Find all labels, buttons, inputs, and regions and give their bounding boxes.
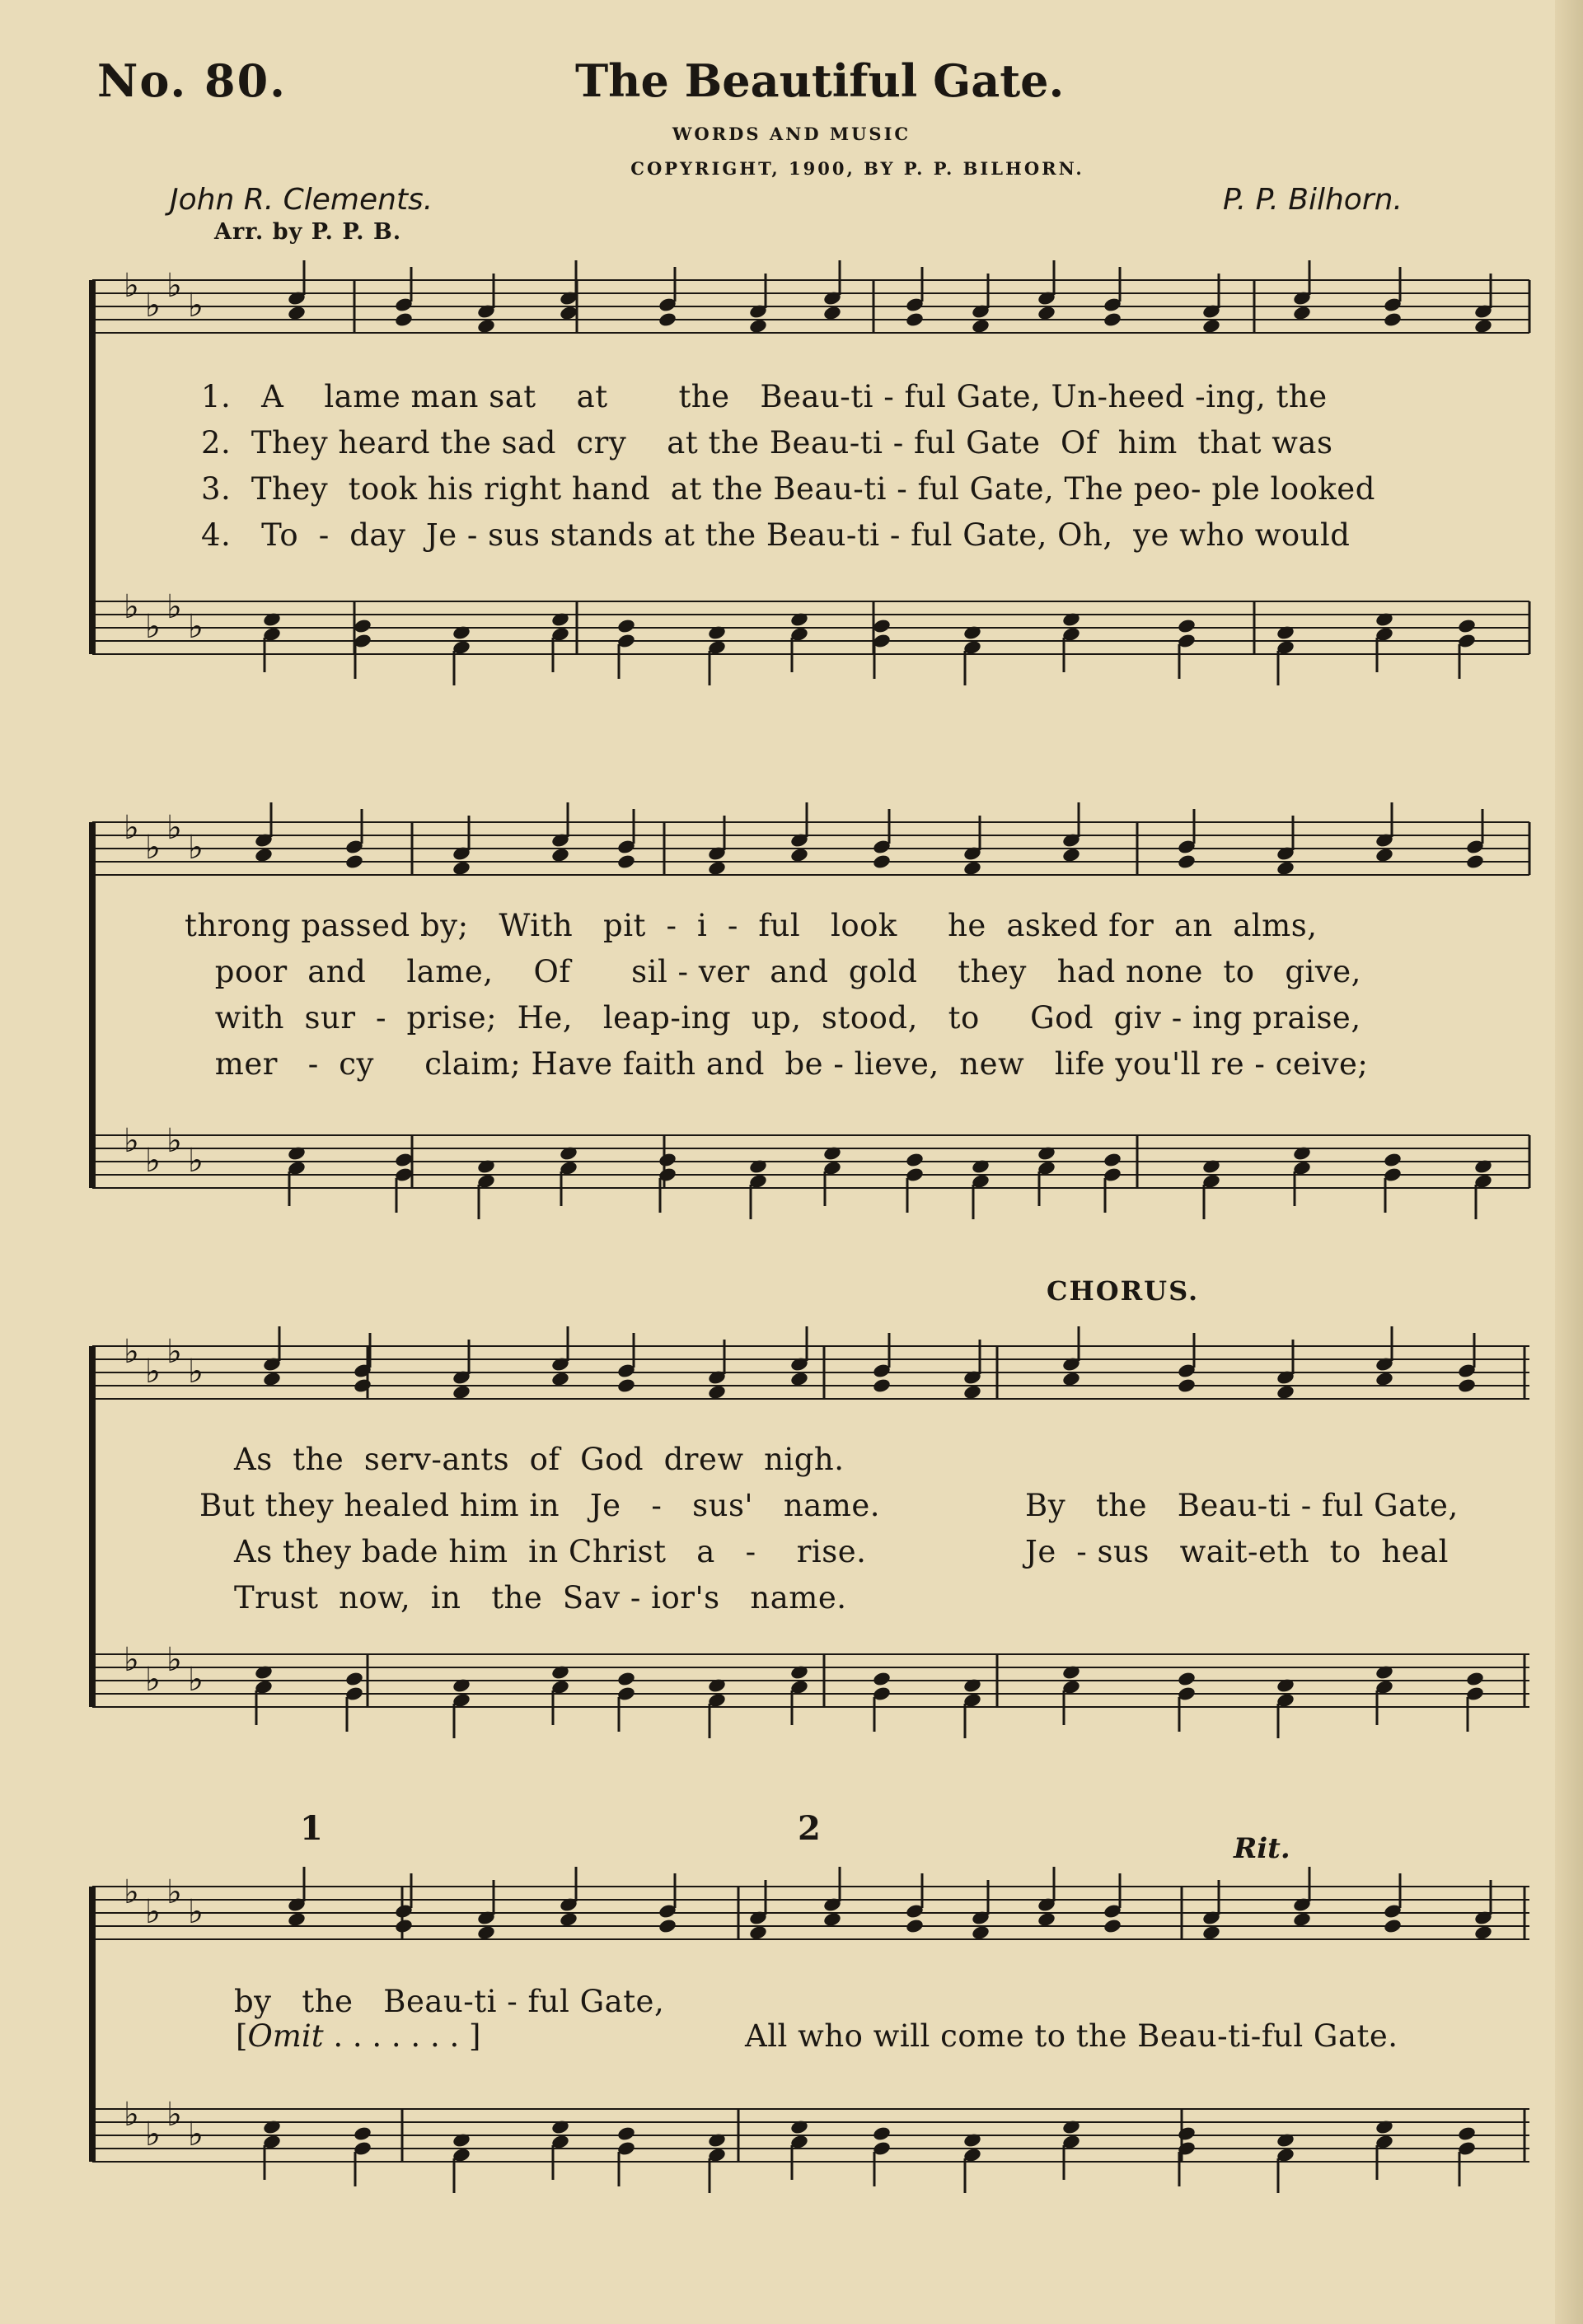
note-head [353,618,372,634]
verse2-line3: But they healed him in Je - sus' name. [199,1488,881,1523]
chorus-final-line: All who will come to the Beau-ti-ful Gate. [745,2018,1398,2054]
note-head [1465,853,1485,870]
omit-instruction: [Omit . . . . . . . ] [236,2018,481,2054]
flat-sign: ♭ [124,588,139,626]
flat-sign: ♭ [145,287,161,325]
note-head [1177,1377,1197,1394]
note-head [748,1924,768,1941]
note-head [287,1911,307,1928]
note-head [1457,2125,1477,2142]
note-head [822,305,842,321]
flat-sign: ♭ [124,1873,139,1911]
note-head [822,1911,842,1928]
note-head [1465,1671,1485,1687]
note-head [616,1671,636,1687]
note-head [1201,318,1221,334]
note-head [353,2125,372,2142]
first-ending-number: 1 [300,1809,323,1848]
flat-sign: ♭ [166,809,182,847]
flat-sign: ♭ [166,2096,182,2134]
note-head [1375,1371,1394,1387]
note-head [1292,305,1312,321]
note-head [962,1384,982,1400]
note-head [254,847,274,863]
note-head [872,2125,892,2142]
note-head [476,318,496,334]
note-head [1103,1152,1122,1168]
note-head [1103,1918,1122,1934]
note-head [1292,1911,1312,1928]
note-head [971,318,991,334]
chorus-line3: by the Beau-ti - ful Gate, [234,1984,665,2019]
flat-sign: ♭ [188,1661,204,1699]
flat-sign: ♭ [188,608,204,646]
note-head [1473,1924,1493,1941]
flat-sign: ♭ [188,829,204,867]
flat-sign: ♭ [166,267,182,305]
flat-sign: ♭ [145,1353,161,1391]
flat-sign: ♭ [124,1122,139,1160]
flat-sign: ♭ [188,287,204,325]
flat-sign: ♭ [124,1333,139,1371]
note-head [789,847,809,863]
note-head [344,1671,364,1687]
flat-sign: ♭ [166,1641,182,1679]
flat-sign: ♭ [188,1893,204,1931]
note-head [1037,305,1056,321]
verse3-line1: 3. They took his right hand at the Beau-ti - ful Gate, The peo- ple looked [201,471,1375,507]
flat-sign: ♭ [124,809,139,847]
note-head [658,1152,677,1168]
verse2-line1: 2. They heard the sad cry at the Beau-ti - ful Gate Of him that was [201,425,1333,461]
note-head [1037,1911,1056,1928]
note-head [1383,311,1403,328]
flat-sign: ♭ [166,1873,182,1911]
note-head [344,853,364,870]
verse3-line3: As they bade him in Christ a - rise. [234,1534,867,1569]
copyright-line-1: WORDS AND MUSIC [672,124,911,144]
note-head [748,318,768,334]
chorus-label: CHORUS. [1047,1275,1200,1307]
note-head [394,311,414,328]
note-head [905,1152,925,1168]
note-head [1457,1377,1477,1394]
note-head [1177,853,1197,870]
note-head [707,1384,727,1400]
verse1-line1: 1. A lame man sat at the Beau-ti - ful Gate, Un-heed -ing, the [201,379,1328,414]
note-head [550,1371,570,1387]
note-head [1473,318,1493,334]
note-head [287,305,307,321]
note-head [1061,1371,1081,1387]
note-head [707,860,727,877]
note-head [789,1371,809,1387]
note-head [1457,618,1477,634]
flat-sign: ♭ [124,267,139,305]
verse4-line1: 4. To - day Je - sus stands at the Beau-ti - ful Gate, Oh, ye who would [201,517,1351,553]
note-head [962,860,982,877]
flat-sign: ♭ [145,829,161,867]
omit-dots: . . . . . . . ] [333,2018,481,2054]
flat-sign: ♭ [124,2096,139,2134]
copyright-line-2: COPYRIGHT, 1900, BY P. P. BILHORN. [630,158,1084,179]
hymn-title: The Beautiful Gate. [575,54,1065,107]
note-head [1177,1671,1197,1687]
note-head [616,2125,636,2142]
note-head [1177,2125,1197,2142]
flat-sign: ♭ [166,1122,182,1160]
flat-sign: ♭ [166,588,182,626]
note-head [1103,311,1122,328]
note-head [1375,847,1394,863]
flat-sign: ♭ [188,1142,204,1180]
note-head [452,860,471,877]
verse1-line3: As the serv-ants of God drew nigh. [234,1442,845,1477]
note-head [872,853,892,870]
second-ending-number: 2 [798,1809,821,1848]
verse4-line3: Trust now, in the Sav - ior's name. [234,1580,847,1616]
composer-credit: P. P. Bilhorn. [1223,183,1403,217]
note-head [353,1377,372,1394]
verse1-line2: throng passed by; With pit - i - ful look he asked for an alms, [185,908,1318,943]
chorus-line2: Je - sus wait-eth to heal [1025,1534,1449,1569]
author-credit: John R. Clements. [170,183,433,217]
note-head [905,1918,925,1934]
note-head [658,311,677,328]
note-head [1276,1384,1295,1400]
flat-sign: ♭ [145,1661,161,1699]
note-head [616,1377,636,1394]
note-head [452,1384,471,1400]
note-head [394,1918,414,1934]
note-head [872,1377,892,1394]
note-head [1276,860,1295,877]
hymn-number: No. 80. [97,54,287,107]
note-head [872,1671,892,1687]
note-head [616,853,636,870]
flat-sign: ♭ [145,2116,161,2153]
flat-sign: ♭ [145,1893,161,1931]
flat-sign: ♭ [145,1142,161,1180]
note-head [559,1911,578,1928]
note-head [616,618,636,634]
note-head [872,618,892,634]
verse4-line2: mer - cy claim; Have faith and be - lieve, new life you'll re - ceive; [185,1046,1369,1082]
verse2-line2: poor and lame, Of sil - ver and gold they had none to give, [185,954,1361,989]
note-head [658,1918,677,1934]
flat-sign: ♭ [188,1353,204,1391]
flat-sign: ♭ [166,1333,182,1371]
flat-sign: ♭ [188,2116,204,2153]
note-head [394,1152,414,1168]
note-head [1383,1918,1403,1934]
ritardando-mark: Rit. [1234,1832,1290,1865]
note-head [1201,1924,1221,1941]
note-head [1177,618,1197,634]
flat-sign: ♭ [145,608,161,646]
note-head [1061,847,1081,863]
note-head [971,1924,991,1941]
omit-word: Omit [247,2018,324,2054]
arranger-credit: Arr. by P. P. B. [214,219,402,245]
note-head [550,847,570,863]
note-head [1383,1152,1403,1168]
verse3-line2: with sur - prise; He, leap-ing up, stood, to God giv - ing praise, [185,1000,1361,1036]
chorus-line1: By the Beau-ti - ful Gate, [1025,1488,1459,1523]
flat-sign: ♭ [124,1641,139,1679]
note-head [262,1371,282,1387]
note-head [905,311,925,328]
note-head [559,305,578,321]
note-head [476,1924,496,1941]
